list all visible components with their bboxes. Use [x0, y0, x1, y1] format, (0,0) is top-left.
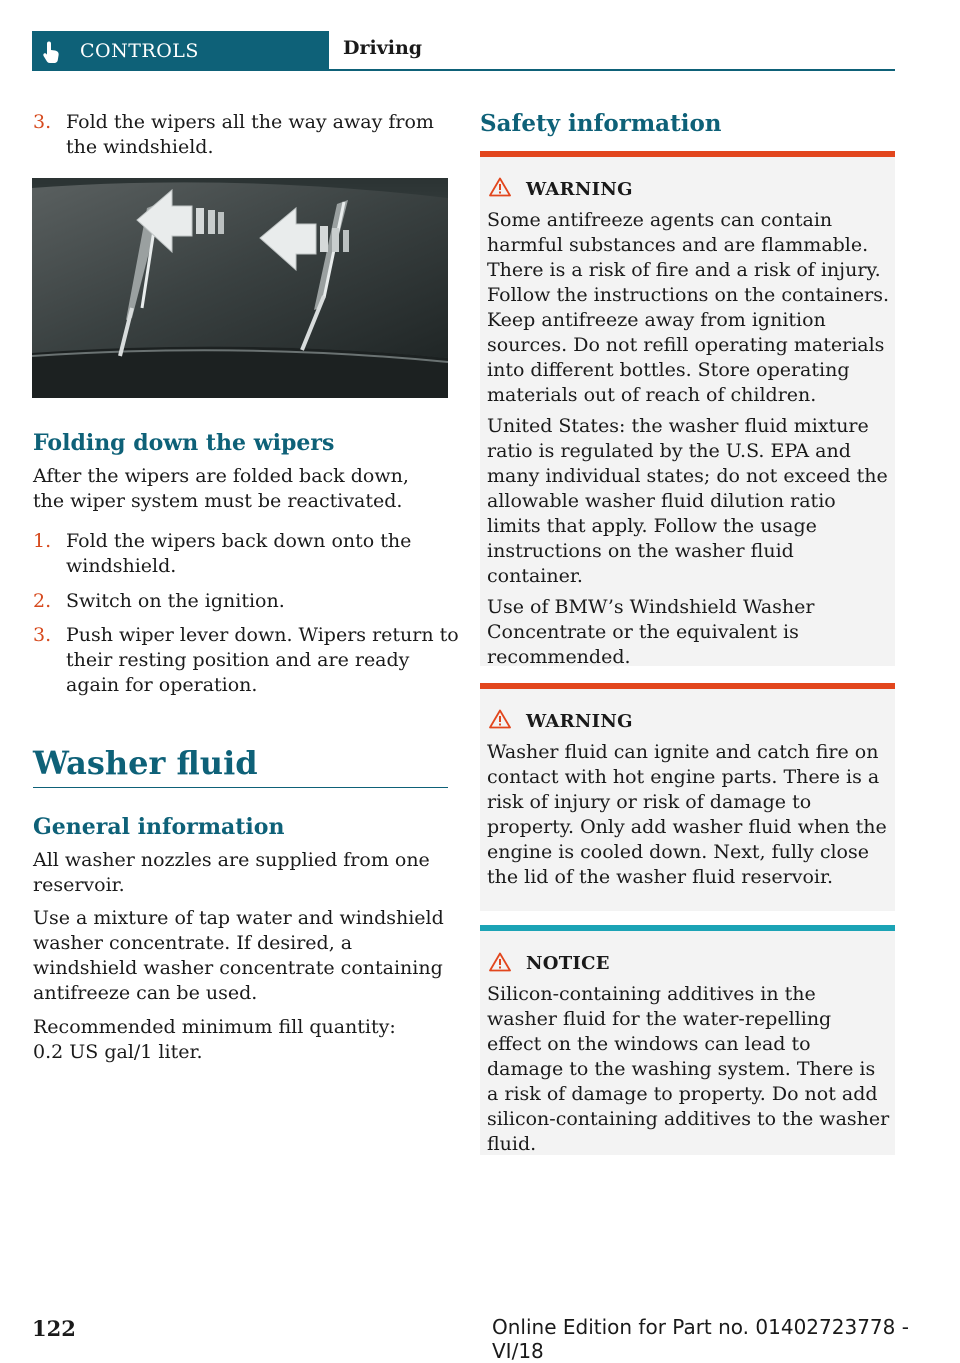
general-paragraph: Use a mixture of tap water and windshield washer concentrate. If desired, a windshield washer concentrate containing antifreeze can be used. [33, 907, 444, 1004]
step-number: 3. [33, 111, 52, 133]
box-paragraph: Silicon-containing additives in the washer fluid for the water-repelling effect on the windows can lead to damage to the washing system. There is a risk of damage to property. Do not add silicon-containing additives to the washer fluid. [487, 983, 890, 1155]
warning-bar [480, 683, 895, 689]
box-paragraph: Washer fluid can ignite and catch fire on contact with hot engine parts. There is a risk of injury or risk of damage to property. Only add washer fluid when the engine is cooled down. Next, fully close the lid of the washer fluid reservoir. [487, 741, 887, 888]
step-text: Fold the wipers all the way away from the windshield. [66, 111, 434, 158]
notice-triangle-icon [489, 952, 511, 972]
box-paragraph: Some antifreeze agents can contain harmful substances and are flammable. There is a risk of fire and a risk of injury. Follow the instructions on the containers. Keep antifreeze away from ignition sources. Do not refill operating materials into different bottles. Store operating materials out of reach of children. [487, 209, 890, 406]
warning-triangle-icon [489, 177, 511, 197]
general-paragraph: Recommended minimum fill quantity: 0.2 US gal/1 liter. [33, 1016, 396, 1063]
section-label: CONTROLS [80, 40, 199, 62]
washer-heading: Washer fluid [33, 744, 258, 782]
warning-box [480, 683, 895, 911]
edition-footer: Online Edition for Part no. 01402723778 - VI/18 [492, 1315, 909, 1363]
list-item [33, 589, 466, 614]
folding-heading: Folding down the wipers [33, 430, 335, 456]
box-title: WARNING [526, 179, 633, 200]
box-body [487, 208, 891, 676]
box-title: WARNING [526, 711, 633, 732]
step-text: Push wiper lever down. Wipers return to their resting position and are ready again for operation. [66, 624, 459, 696]
windshield-wiper-fold-illustration [32, 178, 448, 398]
step-text: Switch on the ignition. [66, 590, 285, 612]
header-rule [329, 69, 895, 71]
warning-triangle-icon [489, 709, 511, 729]
step-text: Fold the wipers back down onto the windshield. [66, 530, 412, 577]
box-paragraph: Use of BMW’s Windshield Washer Concentrate or the equivalent is recommended. [487, 596, 815, 668]
list-item [33, 623, 466, 698]
folding-intro: After the wipers are folded back down, the wiper system must be reactivated. [33, 465, 409, 512]
box-title: NOTICE [526, 953, 610, 974]
step-number: 1. [33, 530, 52, 552]
safety-heading: Safety information [480, 110, 722, 137]
general-heading: General information [33, 814, 285, 840]
pointing-hand-icon [41, 40, 63, 64]
step-number: 3. [33, 624, 52, 646]
box-body [487, 740, 891, 896]
notice-box [480, 925, 895, 1155]
general-paragraph: All washer nozzles are supplied from one reservoir. [33, 849, 430, 896]
heading-rule [33, 787, 448, 788]
step-number: 2. [33, 590, 52, 612]
page-number: 122 [32, 1316, 76, 1341]
chapter-title: Driving [343, 37, 423, 59]
list-item [33, 110, 466, 160]
section-tab [32, 31, 329, 71]
notice-bar [480, 925, 895, 931]
list-item [33, 529, 466, 579]
box-body [487, 982, 891, 1163]
warning-box [480, 151, 895, 666]
box-paragraph: United States: the washer fluid mixture ratio is regulated by the U.S. EPA and many individual states; do not exceed the allowable washer fluid dilution ratio limits that apply. Follow the usage instructions on the washer fluid container. [487, 415, 888, 587]
warning-bar [480, 151, 895, 157]
